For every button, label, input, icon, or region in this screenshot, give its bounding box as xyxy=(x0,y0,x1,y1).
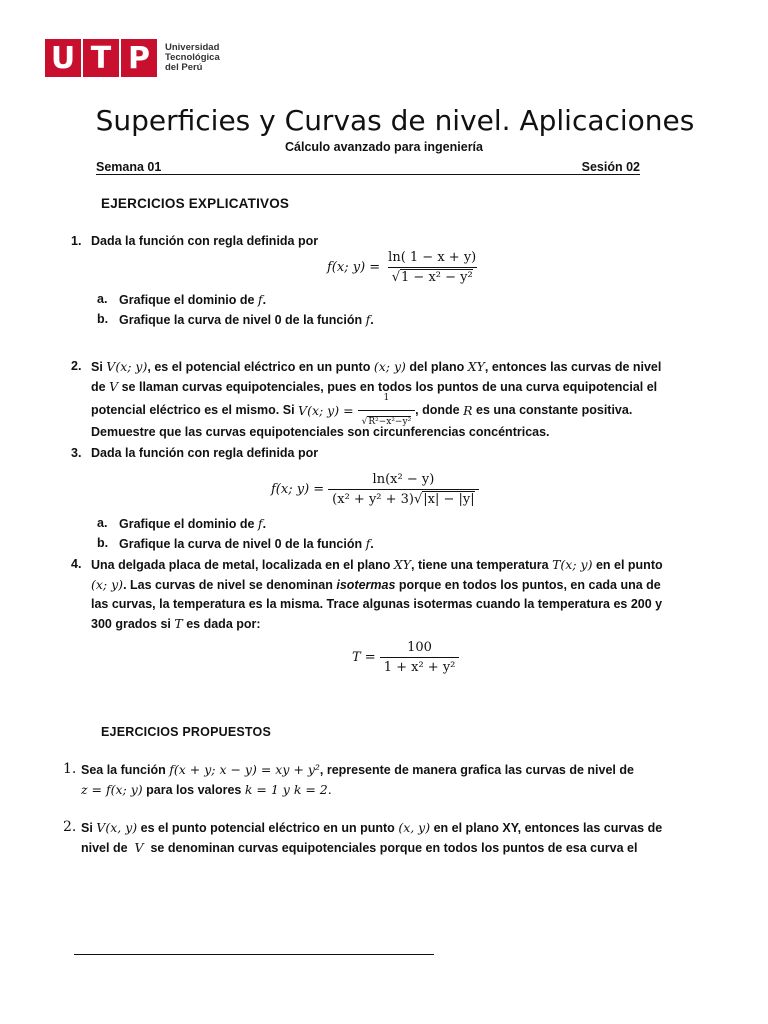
logo-line-2: Tecnológica xyxy=(165,52,220,63)
utp-logo xyxy=(45,39,220,77)
line-4: Demuestre que las curvas equipotenciales son circunferencias concéntricas. xyxy=(91,425,550,439)
fraction xyxy=(380,640,460,675)
line-3: potencial eléctrico es el mismo. Si V(x; y) = $\frac{1}{\text{√R²−x²−y²}}$ , donde R es una constante positiva. xyxy=(91,397,696,423)
subitem-a: a. Grafique el dominio de f. xyxy=(97,292,267,307)
footnote-divider xyxy=(74,954,434,955)
line-4: 300 grados si T es dada por: xyxy=(91,616,261,631)
logo-line-1: Universidad xyxy=(165,42,220,53)
numerator: ln(x² − y) xyxy=(372,472,435,487)
logo-letter-u: U xyxy=(45,39,81,77)
line-1: Si V(x; y), es el potencial eléctrico en un punto (x; y) del plano XY, entonces las curvas de nivel xyxy=(91,359,662,374)
section-heading-explicativos: EJERCICIOS EXPLICATIVOS xyxy=(101,196,290,211)
denominator: (x² + y² + 3)√|x| − |y| xyxy=(328,489,478,507)
fraction: $\frac{1}{\text{√R²−x²−y²}}$ xyxy=(358,389,416,432)
line-2: nivel de V se denominan curvas equipotenciales porque en todos los puntos de esa curva el xyxy=(81,840,638,855)
exercise-number: 2. xyxy=(71,359,82,373)
formula-e4 xyxy=(352,640,459,675)
exercise-number: 2. xyxy=(63,819,77,835)
subitem-text: Grafique la curva de nivel 0 de la función xyxy=(119,313,363,327)
proposed-exercise-2 xyxy=(63,818,693,858)
exercise-number: 1. xyxy=(71,234,82,248)
formula-e1 xyxy=(327,250,480,285)
page-title: Superficies y Curvas de nivel. Aplicaciones xyxy=(95,104,695,137)
subitem-a: a. Grafique el dominio de f. xyxy=(97,516,267,531)
denominator: √1 − x² − y² xyxy=(388,267,477,285)
numerator: ln( 1 − x + y) xyxy=(388,250,477,265)
session-label: Sesión 02 xyxy=(581,160,640,174)
line-2: z = f(x; y) para los valores k = 1 y k = 2. xyxy=(81,782,332,797)
numerator: 100 xyxy=(407,640,432,655)
logo-text xyxy=(165,43,220,73)
exercise-text: Dada la función con regla definida por xyxy=(91,446,319,460)
formula-e3 xyxy=(271,472,479,507)
line-1: Sea la función f(x + y; x − y) = xy + y², represente de manera grafica las curvas de nivel de xyxy=(81,762,634,777)
subitem-label: a. xyxy=(97,292,108,306)
line-1: Una delgada placa de metal, localizada en el plano XY, tiene una temperatura T(x; y) en el punto xyxy=(91,557,663,572)
exercise-number: 3. xyxy=(71,446,82,460)
exercise-2 xyxy=(71,357,696,442)
subitem-b: b. Grafique la curva de nivel 0 de la función f. xyxy=(97,536,374,551)
line-2: (x; y). Las curvas de nivel se denominan isotermas porque en todos los puntos, en cada una de xyxy=(91,577,661,592)
subitem-b: b. Grafique la curva de nivel 0 de la función f. xyxy=(97,312,374,327)
exercise-3 xyxy=(71,444,696,463)
subitem-label: a. xyxy=(97,516,108,530)
line-1: Si V(x, y) es el punto potencial eléctrico en un punto (x, y) en el plano XY, entonces las curvas de xyxy=(81,820,663,835)
formula-lhs: f(x; y) = xyxy=(271,482,325,497)
fraction xyxy=(384,250,480,285)
subitem-label: b. xyxy=(97,536,109,550)
week-session-line xyxy=(96,160,640,175)
course-subtitle: Cálculo avanzado para ingeniería xyxy=(285,140,483,154)
sqrt-radicand: 1 − x² − y² xyxy=(401,270,473,285)
exercise-text: Dada la función con regla definida por xyxy=(91,234,319,248)
line-3: las curvas, la temperatura es la misma. Trace algunas isotermas cuando la temperatura es 200 y xyxy=(91,597,663,611)
logo-letter-t: T xyxy=(83,39,119,77)
logo-line-3: del Perú xyxy=(165,62,203,73)
formula-lhs: T = xyxy=(352,650,376,665)
section-heading-propuestos: EJERCICIOS PROPUESTOS xyxy=(101,725,271,739)
subitem-text: Grafique el dominio de xyxy=(119,293,255,307)
proposed-exercise-1 xyxy=(63,760,693,800)
exercise-1 xyxy=(71,232,696,251)
formula-lhs: f(x; y) = xyxy=(327,260,381,275)
line-2: de V se llaman curvas equipotenciales, pues en todos los puntos de una curva equipotencial el xyxy=(91,379,658,394)
week-label: Semana 01 xyxy=(96,160,162,174)
denominator: 1 + x² + y² xyxy=(380,657,460,675)
exercise-number: 4. xyxy=(71,557,82,571)
subitem-label: b. xyxy=(97,312,109,326)
fraction xyxy=(328,472,478,507)
logo-letter-p: P xyxy=(121,39,157,77)
subitem-text: Grafique la curva de nivel 0 de la función xyxy=(119,537,363,551)
exercise-4 xyxy=(71,555,696,634)
exercise-number: 1. xyxy=(63,761,77,777)
subitem-text: Grafique el dominio de xyxy=(119,517,255,531)
